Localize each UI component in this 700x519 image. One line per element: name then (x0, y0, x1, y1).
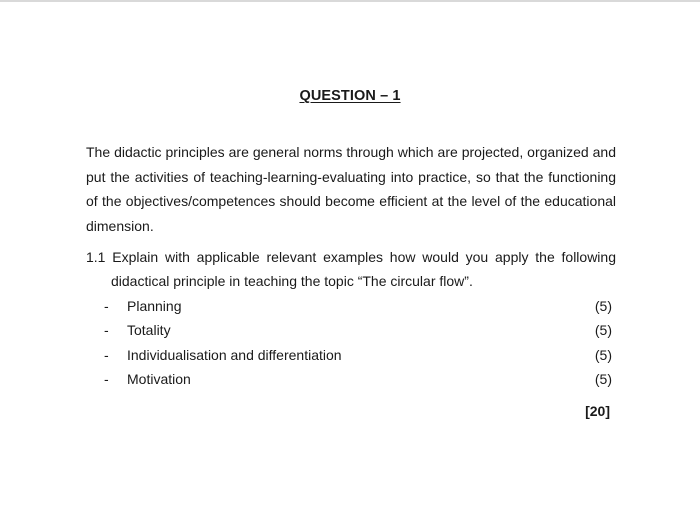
item-label: Totality (127, 322, 171, 339)
question-prompt (86, 245, 616, 293)
list-item (104, 318, 612, 342)
item-marks: (5) (594, 322, 612, 339)
item-marks: (5) (594, 346, 612, 363)
intro-paragraph: The didactic principles are general norms through which are projected, organized and put the activities of teaching-learning-evaluating into practice, so that the functioning of the objectives/competences should become efficient at the level of the educational dimension. (86, 144, 616, 234)
dash-bullet: - (104, 298, 109, 314)
question-number: 1.1 (86, 249, 106, 265)
question-text-line1: Explain with applicable relevant examples how would you apply the following (112, 249, 616, 265)
list-item (104, 294, 612, 318)
total-marks: [20] (585, 403, 610, 419)
dash-bullet: - (104, 322, 109, 339)
question-text-line2: didactical principle in teaching the topic “The circular flow”. (111, 273, 473, 289)
list-item (104, 343, 612, 367)
question-title: QUESTION – 1 (299, 88, 401, 104)
list-item (104, 367, 612, 391)
item-marks: (5) (594, 370, 612, 387)
principle-list (104, 294, 612, 391)
dash-bullet: - (104, 346, 109, 363)
item-label: Motivation (127, 370, 191, 387)
item-marks: (5) (594, 298, 612, 314)
item-label: Planning (127, 298, 182, 314)
question-prompt-line1 (86, 245, 616, 269)
item-label: Individualisation and differentiation (127, 346, 342, 363)
dash-bullet: - (104, 370, 109, 387)
